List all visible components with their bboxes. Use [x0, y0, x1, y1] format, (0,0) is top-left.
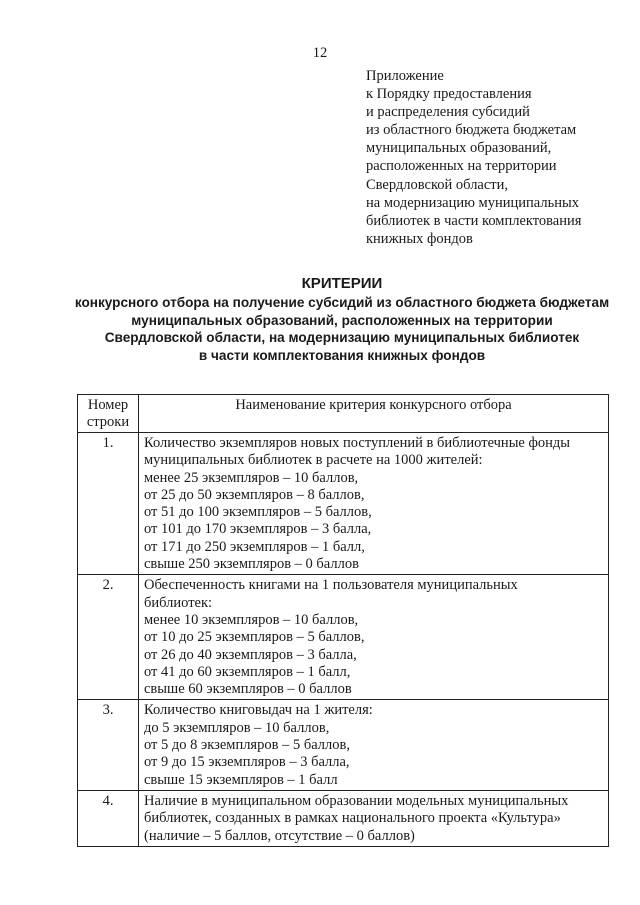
title-subtitle-line: в части комплектования книжных фондов [198, 347, 486, 363]
criteria-table [77, 394, 609, 847]
row-criterion [139, 575, 609, 700]
appendix-line: на модернизацию муниципальных [366, 194, 579, 211]
header-name-cell: Наименование критерия конкурсного отбора [139, 395, 609, 433]
criterion-line: библиотек: [144, 594, 213, 611]
criterion-line: Наличие в муниципальном образовании модельных муниципальных [144, 792, 569, 809]
title-heading: КРИТЕРИИ [301, 275, 383, 292]
appendix-line: библиотек в части комплектования [366, 212, 582, 229]
table-row [78, 790, 609, 846]
criterion-line: от 5 до 8 экземпляров – 5 баллов, [144, 737, 350, 754]
table-row [78, 433, 609, 575]
row-number: 4. [78, 790, 139, 846]
row-number: 2. [78, 575, 139, 700]
criterion-line: от 51 до 100 экземпляров – 5 баллов, [144, 504, 372, 521]
row-criterion [139, 790, 609, 846]
appendix-line: книжных фондов [366, 230, 473, 247]
appendix-header [366, 67, 626, 248]
appendix-line: Приложение [366, 68, 444, 84]
appendix-line: и распределения субсидий [366, 104, 530, 121]
criterion-line: от 25 до 50 экземпляров – 8 баллов, [144, 486, 365, 503]
appendix-line: из областного бюджета бюджетам [366, 122, 577, 139]
row-number: 3. [78, 700, 139, 790]
header-number-line1: Номер [87, 397, 129, 413]
criterion-line: менее 10 экземпляров – 10 баллов, [144, 611, 359, 628]
criterion-line: от 10 до 25 экземпляров – 5 баллов, [144, 629, 365, 646]
appendix-line: муниципальных образований, [366, 140, 552, 157]
document-title [0, 274, 640, 364]
criterion-line: муниципальных библиотек в расчете на 1000 жителей: [144, 452, 483, 469]
criterion-line: от 9 до 15 экземпляров – 3 балла, [144, 754, 350, 771]
title-subtitle-line: Свердловской области, на модернизацию муниципальных библиотек [104, 330, 580, 345]
criterion-line: Количество экземпляров новых поступлений в библиотечные фонды [144, 435, 571, 451]
appendix-line: Свердловской области, [366, 176, 509, 193]
title-subtitle-line: конкурсного отбора на получение субсидий из областного бюджета бюджетам [74, 295, 610, 310]
criterion-line: от 41 до 60 экземпляров – 1 балл, [144, 663, 351, 680]
criterion-line: свыше 15 экземпляров – 1 балл [144, 771, 338, 788]
criterion-line: свыше 250 экземпляров – 0 баллов [144, 556, 359, 573]
header-number-line2: строки [86, 414, 130, 430]
table-row [78, 700, 609, 790]
row-criterion [139, 700, 609, 790]
criterion-line: до 5 экземпляров – 10 баллов, [144, 719, 330, 736]
table-header-row [78, 395, 609, 433]
criterion-line: Обеспеченность книгами на 1 пользователя муниципальных [144, 577, 518, 594]
row-criterion [139, 433, 609, 575]
criterion-line: библиотек, созданных в рамках национального проекта «Культура» [144, 810, 561, 827]
criterion-line: менее 25 экземпляров – 10 баллов, [144, 469, 359, 486]
page-number: 12 [312, 45, 328, 61]
appendix-line: расположенных на территории [366, 158, 557, 175]
criterion-line: от 26 до 40 экземпляров – 3 балла, [144, 646, 357, 663]
header-number-cell [78, 395, 139, 433]
table-row [78, 575, 609, 700]
criterion-line: от 101 до 170 экземпляров – 3 балла, [144, 521, 372, 538]
criterion-line: (наличие – 5 баллов, отсутствие – 0 баллов) [144, 827, 415, 844]
criterion-line: свыше 60 экземпляров – 0 баллов [144, 681, 352, 698]
criterion-line: от 171 до 250 экземпляров – 1 балл, [144, 538, 365, 555]
criterion-line: Количество книговыдач на 1 жителя: [144, 702, 373, 719]
row-number: 1. [78, 433, 139, 575]
appendix-line: к Порядку предоставления [366, 86, 532, 103]
title-subtitle-line: муниципальных образований, расположенных на территории [131, 312, 553, 328]
